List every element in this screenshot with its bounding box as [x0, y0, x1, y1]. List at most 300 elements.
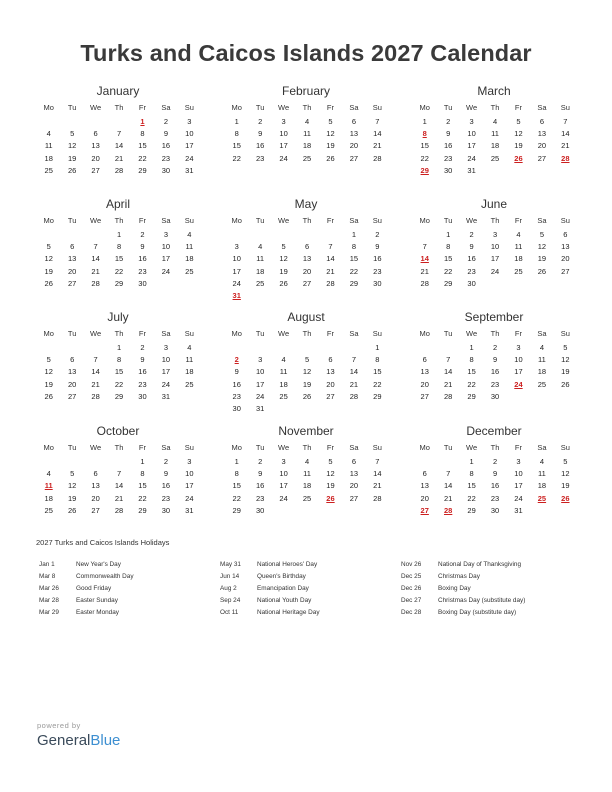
day-cell: 19 [561, 367, 570, 377]
weekday-label: Th [302, 329, 312, 338]
day-cell: 28 [114, 165, 124, 175]
month-september [413, 309, 575, 403]
day-cell: 6 [351, 117, 356, 126]
day-cell: 26 [537, 266, 547, 276]
day-cell: 2 [469, 230, 474, 239]
day-cell: 23 [490, 379, 500, 389]
day-cell: 11 [491, 129, 499, 139]
day-cell: 19 [326, 481, 335, 491]
holiday-row [220, 607, 400, 619]
days-grid [225, 456, 387, 517]
day-cell: 17 [255, 379, 265, 389]
holiday-row [39, 607, 219, 619]
day-cell: 8 [351, 242, 356, 252]
day-cell: 11 [185, 242, 194, 252]
weekday-label: Mo [231, 329, 242, 338]
day-cell: 6 [70, 355, 75, 365]
brand-name-part: Blue [90, 732, 121, 749]
day-cell: 27 [420, 391, 429, 401]
day-cell: 25 [255, 278, 265, 288]
day-cell: 21 [373, 481, 382, 491]
weekday-label: Th [302, 443, 312, 452]
day-cell: 21 [443, 493, 453, 503]
day-cell: 30 [138, 391, 147, 401]
weekday-header [37, 102, 199, 114]
day-cell: 1 [234, 117, 239, 126]
month-january [37, 83, 199, 177]
day-cell: 17 [232, 266, 241, 276]
day-cell: 22 [349, 266, 359, 276]
day-cell: 27 [67, 391, 77, 401]
day-cell: 3 [516, 457, 521, 466]
holiday-row [220, 571, 400, 583]
day-cell: 2 [140, 343, 145, 352]
day-cell: 13 [420, 481, 429, 491]
day-cell: 23 [255, 153, 265, 163]
day-cell: 24 [279, 493, 288, 503]
weekday-label: Sa [161, 443, 171, 452]
month-name: November [278, 424, 334, 438]
weekday-label: Mo [43, 216, 54, 225]
day-cell: 13 [326, 367, 335, 377]
day-cell: 28 [349, 391, 359, 401]
weekday-label: We [278, 443, 290, 452]
day-cell: 28 [91, 391, 100, 401]
day-cell: 18 [537, 481, 547, 491]
day-cell: 15 [138, 481, 147, 491]
day-cell: 19 [537, 254, 547, 264]
day-cell: 24 [161, 266, 171, 276]
day-cell: 25 [185, 379, 194, 389]
day-cell: 10 [161, 242, 171, 252]
day-cell: 4 [187, 230, 192, 239]
day-cell: 15 [467, 481, 476, 491]
holiday-name: National Heroes' Day [257, 561, 318, 568]
day-cell: 1 [422, 117, 427, 126]
holiday-date: Dec 28 [401, 609, 422, 616]
day-cell: 12 [279, 254, 288, 264]
day-cell: 25 [514, 266, 523, 276]
empty-day-cell [248, 229, 271, 241]
day-cell: 31 [514, 505, 523, 515]
weekday-label: Su [560, 216, 570, 225]
day-cell: 25 [302, 153, 312, 163]
empty-day-cell [413, 342, 436, 354]
day-cell: 23 [138, 266, 147, 276]
day-cell: 13 [561, 242, 570, 252]
weekday-label: Su [184, 443, 194, 452]
weekday-label: We [90, 443, 102, 452]
day-cell: 6 [539, 117, 544, 126]
day-cell: 29 [467, 391, 476, 401]
day-cell: 7 [351, 355, 356, 365]
holiday-row [401, 571, 581, 583]
weekday-label: We [278, 103, 290, 112]
holiday-row [220, 583, 400, 595]
day-cell: 23 [161, 493, 171, 503]
day-cell: 18 [279, 379, 288, 389]
day-cell: 22 [114, 266, 124, 276]
day-cell: 2 [492, 343, 498, 352]
weekday-label: Tu [255, 216, 265, 225]
page-title: Turks and Caicos Islands 2027 Calendar [80, 40, 532, 66]
holiday-day-cell: 24 [514, 379, 523, 389]
empty-day-cell [60, 342, 83, 354]
day-cell: 25 [44, 165, 53, 175]
brand-name-part: General [37, 732, 91, 749]
day-cell: 7 [116, 129, 122, 139]
day-cell: 24 [255, 391, 265, 401]
day-cell: 1 [234, 457, 239, 466]
holiday-name: Boxing Day [438, 585, 471, 592]
weekday-header [413, 215, 575, 227]
day-cell: 27 [302, 278, 312, 288]
day-cell: 30 [490, 505, 500, 515]
day-cell: 19 [67, 153, 77, 163]
day-cell: 28 [114, 505, 124, 515]
day-cell: 13 [91, 141, 100, 151]
day-cell: 1 [116, 343, 122, 352]
day-cell: 1 [116, 230, 122, 239]
day-cell: 8 [469, 355, 474, 365]
weekday-label: We [90, 329, 102, 338]
weekday-label: Fr [514, 329, 523, 338]
weekday-label: Mo [231, 443, 242, 452]
day-cell: 30 [161, 505, 171, 515]
day-cell: 20 [326, 379, 335, 389]
footer [37, 721, 120, 749]
day-cell: 20 [349, 141, 359, 151]
day-cell: 15 [467, 367, 476, 377]
day-cell: 16 [255, 141, 265, 151]
day-cell: 29 [114, 278, 124, 288]
holiday-date: Sep 24 [220, 597, 241, 604]
holiday-name: Good Friday [76, 585, 112, 592]
holiday-row [39, 583, 219, 595]
weekday-label: Fr [514, 216, 523, 225]
day-cell: 30 [255, 505, 265, 515]
day-cell: 28 [373, 493, 382, 503]
weekday-label: Fr [326, 329, 335, 338]
day-cell: 10 [514, 355, 523, 365]
day-cell: 7 [328, 242, 333, 252]
weekday-label: Th [490, 216, 500, 225]
day-cell: 4 [281, 355, 286, 365]
day-cell: 17 [279, 481, 288, 491]
day-cell: 1 [446, 230, 451, 239]
days-grid [413, 229, 575, 290]
day-cell: 5 [304, 355, 310, 365]
day-cell: 12 [44, 367, 53, 377]
empty-day-cell [37, 116, 60, 128]
holiday-date: Jan 1 [39, 561, 55, 568]
days-grid [413, 116, 575, 177]
empty-day-cell [37, 229, 60, 241]
holiday-name: Emancipation Day [257, 585, 309, 592]
day-cell: 8 [234, 469, 239, 479]
day-cell: 29 [349, 278, 359, 288]
holiday-day-cell: 1 [140, 117, 145, 126]
month-name: October [96, 424, 140, 438]
holiday-column [401, 559, 581, 619]
day-cell: 29 [232, 505, 241, 515]
holiday-name: National Heritage Day [257, 609, 320, 616]
weekday-label: Tu [67, 216, 77, 225]
day-cell: 4 [492, 117, 498, 126]
day-cell: 3 [163, 230, 168, 239]
weekday-label: Fr [138, 103, 147, 112]
day-cell: 16 [443, 141, 453, 151]
day-cell: 7 [93, 242, 98, 252]
month-name: January [96, 84, 140, 98]
day-cell: 25 [44, 505, 53, 515]
day-cell: 2 [258, 117, 263, 126]
weekday-label: Fr [138, 443, 147, 452]
day-cell: 25 [279, 391, 288, 401]
day-cell: 22 [467, 493, 476, 503]
holiday-day-cell: 26 [514, 153, 523, 163]
day-cell: 13 [302, 254, 312, 264]
day-cell: 5 [563, 457, 568, 466]
days-grid [225, 116, 387, 165]
day-cell: 30 [490, 391, 500, 401]
holiday-date: Dec 26 [401, 585, 422, 592]
day-cell: 27 [349, 153, 359, 163]
weekday-label: Tu [443, 103, 453, 112]
day-cell: 6 [351, 457, 356, 466]
weekday-label: Sa [349, 443, 359, 452]
day-cell: 21 [373, 141, 382, 151]
day-cell: 1 [469, 343, 474, 352]
day-cell: 4 [46, 129, 51, 139]
weekday-header [413, 328, 575, 340]
weekday-label: Mo [419, 329, 430, 338]
day-cell: 29 [138, 165, 147, 175]
weekday-label: Sa [161, 103, 171, 112]
holiday-row [39, 571, 219, 583]
day-cell: 19 [302, 379, 312, 389]
day-cell: 17 [161, 367, 171, 377]
day-cell: 9 [140, 242, 145, 252]
day-cell: 22 [443, 266, 453, 276]
day-cell: 18 [302, 141, 312, 151]
weekday-label: Th [302, 103, 312, 112]
holiday-row [401, 607, 581, 619]
day-cell: 16 [490, 481, 500, 491]
weekday-label: Tu [443, 443, 453, 452]
day-cell: 15 [349, 254, 359, 264]
day-cell: 22 [420, 153, 429, 163]
day-cell: 5 [70, 469, 75, 479]
day-cell: 4 [539, 457, 544, 466]
holiday-date: May 31 [220, 561, 241, 568]
weekday-label: Mo [43, 103, 54, 112]
day-cell: 27 [91, 165, 100, 175]
day-cell: 3 [281, 457, 286, 466]
day-cell: 26 [302, 391, 312, 401]
day-cell: 4 [516, 230, 521, 239]
day-cell: 23 [373, 266, 382, 276]
empty-day-cell [436, 342, 459, 354]
holiday-column [39, 559, 219, 619]
day-cell: 20 [67, 379, 77, 389]
weekday-label: Mo [419, 103, 430, 112]
day-cell: 25 [185, 266, 194, 276]
weekday-label: Tu [443, 216, 453, 225]
weekday-label: Th [114, 443, 124, 452]
holiday-name: National Day of Thanksgiving [438, 561, 522, 568]
holiday-date: Dec 27 [401, 597, 422, 604]
weekday-label: Fr [326, 216, 335, 225]
holiday-row [39, 595, 219, 607]
days-grid [225, 229, 387, 302]
day-cell: 5 [46, 355, 51, 365]
weekday-header [225, 102, 387, 114]
holiday-column [220, 559, 400, 619]
weekday-label: Su [560, 329, 570, 338]
month-name: June [480, 197, 508, 211]
empty-day-cell [319, 342, 342, 354]
day-cell: 19 [514, 141, 523, 151]
weekday-label: Fr [138, 216, 147, 225]
day-cell: 14 [114, 141, 124, 151]
weekday-label: Th [490, 329, 500, 338]
days-grid [413, 342, 575, 403]
day-cell: 13 [349, 469, 359, 479]
day-cell: 6 [563, 230, 568, 239]
days-grid [413, 456, 575, 517]
day-cell: 24 [161, 379, 171, 389]
month-name: March [477, 84, 511, 98]
weekday-header [37, 328, 199, 340]
day-cell: 3 [281, 117, 286, 126]
weekday-label: Fr [138, 329, 147, 338]
empty-day-cell [37, 456, 60, 468]
day-cell: 10 [232, 254, 241, 264]
day-cell: 14 [114, 481, 124, 491]
day-cell: 6 [93, 469, 98, 479]
day-cell: 18 [302, 481, 312, 491]
day-cell: 11 [538, 469, 546, 479]
day-cell: 18 [255, 266, 265, 276]
day-cell: 20 [561, 254, 570, 264]
weekday-label: We [466, 329, 478, 338]
holiday-name: Christmas Day [438, 573, 480, 580]
weekday-label: Su [372, 216, 382, 225]
day-cell: 14 [443, 367, 453, 377]
day-cell: 14 [443, 481, 453, 491]
month-name: September [464, 310, 524, 324]
day-cell: 17 [185, 481, 194, 491]
day-cell: 9 [469, 242, 474, 252]
day-cell: 12 [537, 242, 547, 252]
empty-day-cell [295, 342, 318, 354]
day-cell: 4 [187, 343, 192, 352]
day-cell: 22 [232, 153, 241, 163]
holiday-day-cell: 31 [232, 290, 241, 300]
day-cell: 27 [67, 278, 77, 288]
weekday-label: Su [184, 329, 194, 338]
day-cell: 6 [93, 129, 98, 139]
month-october [37, 423, 199, 517]
weekday-label: Th [114, 329, 124, 338]
holiday-day-cell: 26 [561, 493, 570, 503]
day-cell: 9 [163, 129, 168, 139]
day-cell: 7 [375, 117, 380, 126]
day-cell: 19 [326, 141, 335, 151]
weekday-header [413, 102, 575, 114]
holiday-row [220, 559, 400, 571]
empty-day-cell [107, 116, 130, 128]
brand-logo[interactable] [37, 732, 120, 749]
day-cell: 16 [490, 367, 500, 377]
day-cell: 9 [258, 129, 263, 139]
day-cell: 20 [537, 141, 547, 151]
day-cell: 24 [490, 266, 500, 276]
holiday-date: Nov 26 [401, 561, 422, 568]
day-cell: 4 [304, 117, 310, 126]
days-grid [37, 342, 199, 403]
weekday-label: Sa [537, 216, 547, 225]
day-cell: 31 [255, 403, 265, 413]
weekday-label: We [466, 216, 478, 225]
day-cell: 23 [443, 153, 453, 163]
weekday-label: Th [302, 216, 312, 225]
empty-day-cell [413, 229, 436, 241]
day-cell: 6 [422, 469, 427, 479]
day-cell: 14 [373, 469, 382, 479]
empty-day-cell [60, 116, 83, 128]
day-cell: 9 [258, 469, 263, 479]
day-cell: 11 [303, 469, 311, 479]
empty-day-cell [84, 116, 107, 128]
empty-day-cell [225, 342, 248, 354]
day-cell: 22 [138, 153, 147, 163]
day-cell: 15 [443, 254, 453, 264]
day-cell: 26 [561, 379, 570, 389]
powered-by-text: powered by [37, 721, 81, 730]
day-cell: 3 [187, 117, 192, 126]
holiday-day-cell: 8 [422, 129, 427, 139]
day-cell: 11 [256, 254, 265, 264]
day-cell: 16 [161, 141, 171, 151]
holiday-row [39, 559, 219, 571]
weekday-label: Sa [161, 216, 171, 225]
day-cell: 20 [91, 153, 100, 163]
weekday-label: We [466, 443, 478, 452]
day-cell: 18 [537, 367, 547, 377]
weekday-label: Tu [67, 329, 77, 338]
holiday-day-cell: 28 [443, 505, 453, 515]
day-cell: 20 [349, 481, 359, 491]
day-cell: 8 [234, 129, 239, 139]
day-cell: 21 [114, 153, 124, 163]
day-cell: 7 [563, 117, 568, 126]
holiday-date: Aug 2 [220, 585, 237, 592]
holiday-day-cell: 29 [420, 165, 429, 175]
weekday-header [225, 328, 387, 340]
day-cell: 8 [140, 469, 145, 479]
holiday-date: Oct 11 [220, 609, 239, 616]
day-cell: 2 [140, 230, 145, 239]
weekday-label: Su [372, 103, 382, 112]
day-cell: 14 [349, 367, 359, 377]
weekday-label: Su [372, 329, 382, 338]
day-cell: 17 [161, 254, 171, 264]
weekday-label: Th [114, 103, 124, 112]
weekday-header [225, 215, 387, 227]
weekday-label: Mo [419, 216, 430, 225]
